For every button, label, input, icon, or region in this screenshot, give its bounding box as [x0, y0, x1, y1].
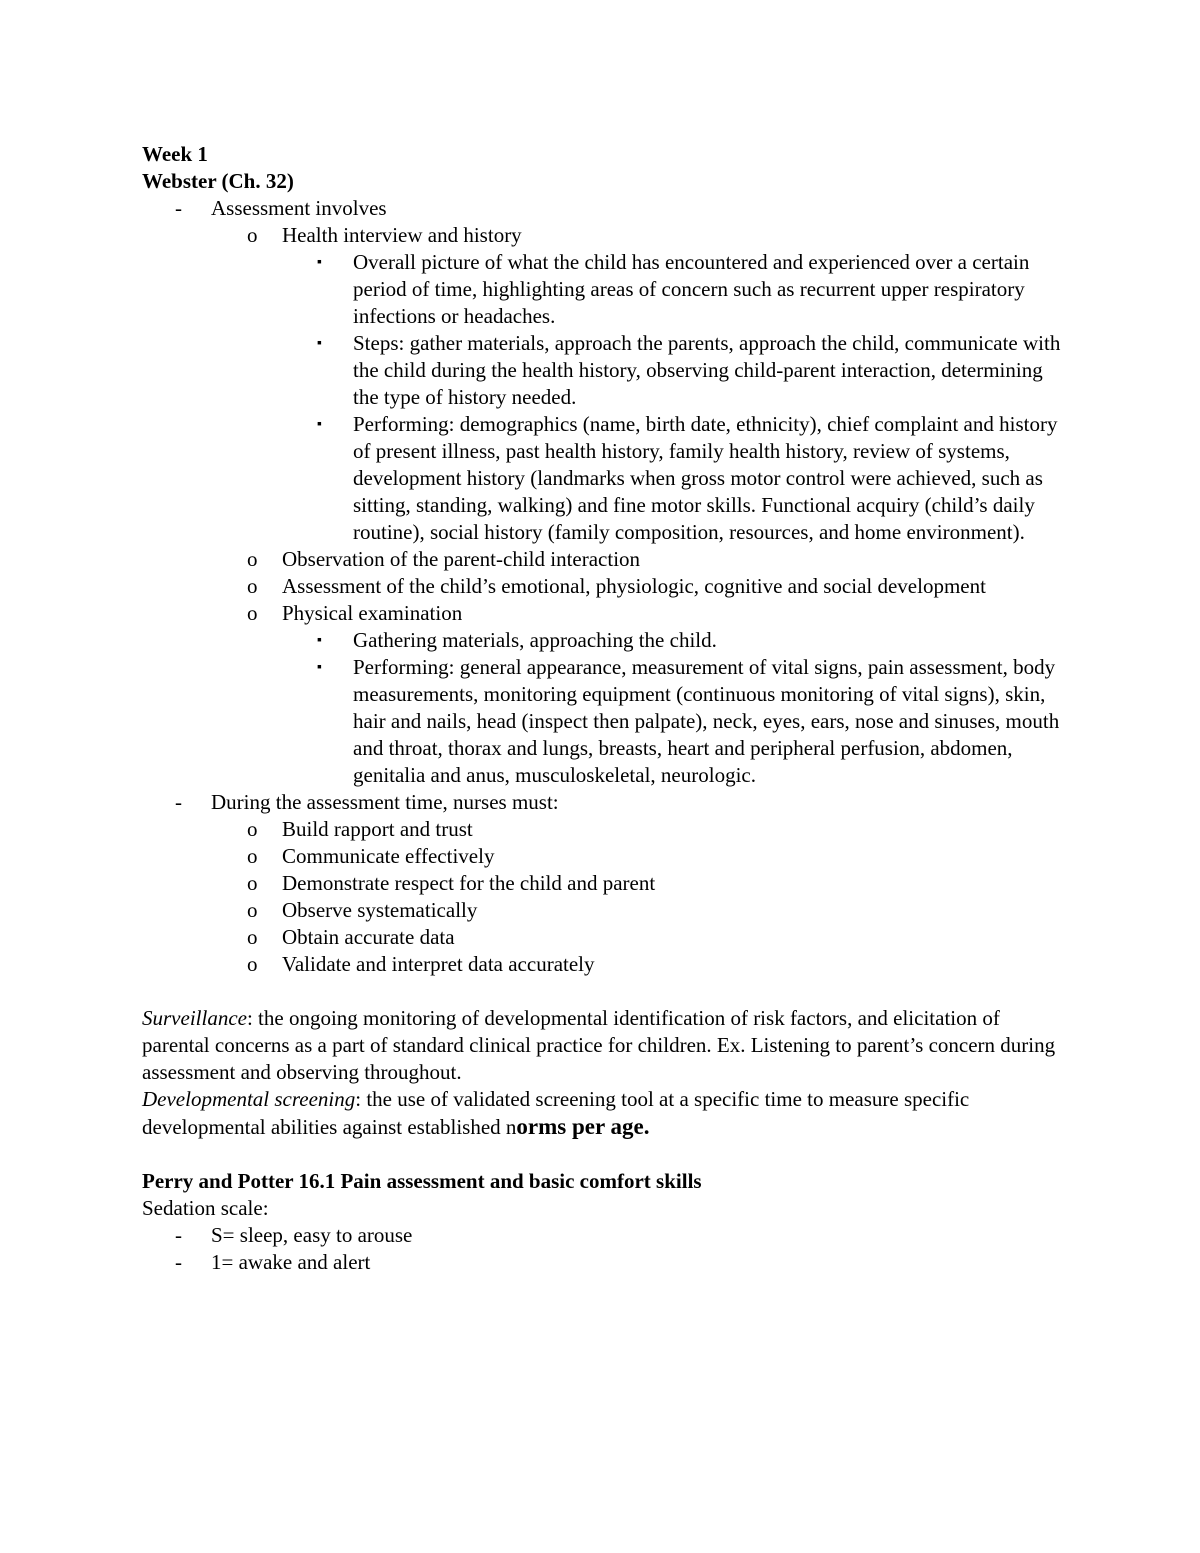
physical-bullet-text: Gathering materials, approaching the child. [353, 628, 717, 652]
list-item [142, 654, 1062, 789]
square-bullet-icon: ▪ [317, 417, 322, 432]
dash-marker: - [175, 790, 182, 814]
webster-heading: Webster (Ch. 32) [142, 169, 294, 193]
list-item [142, 924, 1062, 951]
circle-bullet-icon: o [247, 952, 258, 976]
list-item [142, 843, 1062, 870]
assessment-development-text: Assessment of the child’s emotional, physiologic, cognitive and social development [282, 574, 986, 598]
sedation-scale-label: Sedation scale: [142, 1196, 269, 1220]
spacer [142, 978, 1062, 1005]
screening-text: : the use of validated screening tool at a specific time to measure specific developmental abilities against established n [142, 1087, 970, 1139]
square-bullet-icon: ▪ [317, 255, 322, 270]
list-item [142, 330, 1062, 411]
list-item [142, 1222, 1062, 1249]
perry-potter-heading: Perry and Potter 16.1 Pain assessment and basic comfort skills [142, 1169, 702, 1193]
surveillance-definition [142, 1005, 1062, 1086]
health-interview-text: Health interview and history [282, 223, 522, 247]
health-bullet-text: Overall picture of what the child has encountered and experienced over a certain period of time, highlighting areas of concern such as recurrent upper respiratory infections or headaches. [353, 250, 1030, 328]
week-heading: Week 1 [142, 142, 208, 166]
nurse-duty-text: Observe systematically [282, 898, 478, 922]
circle-bullet-icon: o [247, 601, 258, 625]
assessment-involves-text: Assessment involves [211, 196, 387, 220]
list-item [142, 951, 1062, 978]
nurse-duty-text: Validate and interpret data accurately [282, 952, 595, 976]
square-bullet-icon: ▪ [317, 336, 322, 351]
list-item [142, 816, 1062, 843]
screening-tail: orms per age. [516, 1114, 650, 1139]
nurse-duty-text: Demonstrate respect for the child and parent [282, 871, 656, 895]
square-bullet-icon: ▪ [317, 633, 322, 648]
list-item [142, 789, 1062, 816]
circle-bullet-icon: o [247, 844, 258, 868]
list-item [142, 195, 1062, 222]
sedation-item-text: 1= awake and alert [211, 1250, 371, 1274]
circle-bullet-icon: o [247, 547, 258, 571]
health-bullet-text: Steps: gather materials, approach the parents, approach the child, communicate with the child during the health history, observing child-parent interaction, determining the type of history needed. [353, 331, 1061, 409]
dash-marker: - [175, 196, 182, 220]
list-item [142, 573, 1062, 600]
surveillance-text: : the ongoing monitoring of developmental identification of risk factors, and elicitation of parental concerns as a part of standard clinical practice for children. Ex. Listening to parent’s concern during assessment and observing throughout. [142, 1006, 1056, 1084]
circle-bullet-icon: o [247, 817, 258, 841]
circle-bullet-icon: o [247, 898, 258, 922]
list-item [142, 600, 1062, 627]
list-item [142, 546, 1062, 573]
nurse-duty-text: Obtain accurate data [282, 925, 455, 949]
list-item [142, 222, 1062, 249]
circle-bullet-icon: o [247, 871, 258, 895]
circle-bullet-icon: o [247, 574, 258, 598]
screening-definition [142, 1086, 1062, 1141]
list-item [142, 627, 1062, 654]
square-bullet-icon: ▪ [317, 660, 322, 675]
health-bullet-text: Performing: demographics (name, birth date, ethnicity), chief complaint and history of present illness, past health history, family health history, review of systems, development history (landmarks when gross motor control were achieved, such as sitting, standing, walking) and fine motor skills. Functional acquiry (child’s daily routine), social history (family composition, resources, and home environment). [353, 412, 1058, 544]
list-item [142, 249, 1062, 330]
circle-bullet-icon: o [247, 223, 258, 247]
screening-term: Developmental screening [142, 1087, 356, 1111]
during-assessment-text: During the assessment time, nurses must: [211, 790, 559, 814]
surveillance-term: Surveillance [142, 1006, 247, 1030]
circle-bullet-icon: o [247, 925, 258, 949]
spacer [142, 1141, 1062, 1168]
list-item [142, 897, 1062, 924]
sedation-item-text: S= sleep, easy to arouse [211, 1223, 413, 1247]
observation-text: Observation of the parent-child interaction [282, 547, 641, 571]
list-item [142, 411, 1062, 546]
physical-exam-text: Physical examination [282, 601, 463, 625]
list-item [142, 870, 1062, 897]
list-item [142, 1249, 1062, 1276]
dash-marker: - [175, 1250, 182, 1274]
dash-marker: - [175, 1223, 182, 1247]
document-content [142, 141, 1062, 1276]
physical-bullet-text: Performing: general appearance, measurement of vital signs, pain assessment, body measurements, monitoring equipment (continuous monitoring of vital signs), skin, hair and nails, head (inspect then palpate), neck, eyes, ears, nose and sinuses, mouth and throat, thorax and lungs, breasts, heart and peripheral perfusion, abdomen, genitalia and anus, musculoskeletal, neurologic. [353, 655, 1060, 787]
nurse-duty-text: Build rapport and trust [282, 817, 473, 841]
nurse-duty-text: Communicate effectively [282, 844, 495, 868]
